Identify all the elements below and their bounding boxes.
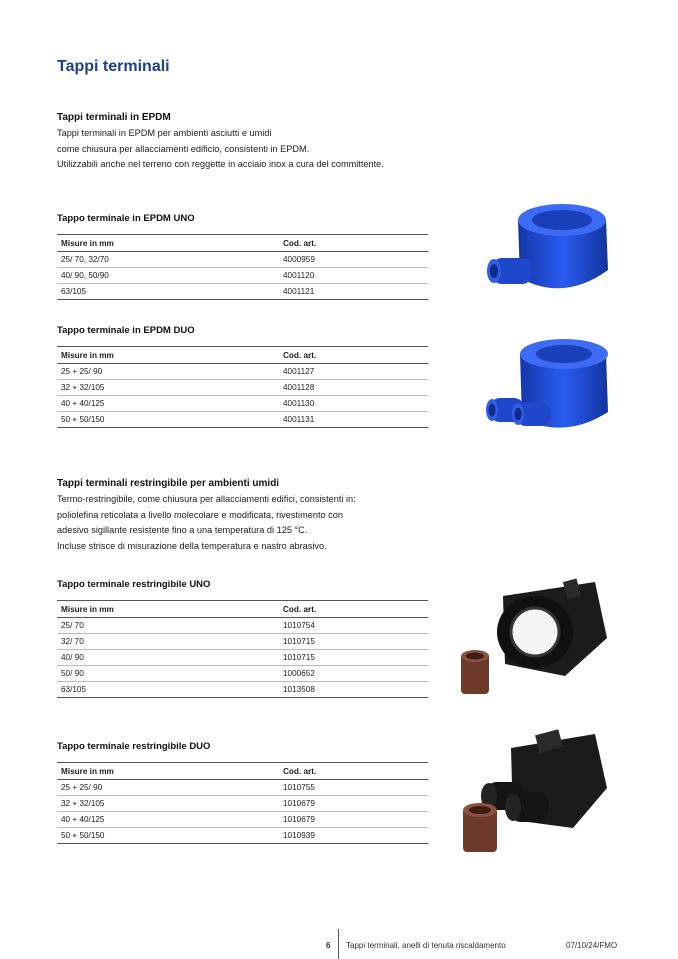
- column-header: Cod. art.: [279, 601, 428, 618]
- table-row: [57, 666, 428, 682]
- table-row: [57, 268, 428, 284]
- epdm-intro-line: Tappi terminali in EPDM per ambienti asciutti e umidi: [57, 128, 272, 138]
- code-cell: 4001127: [279, 364, 428, 380]
- table-row: [57, 396, 428, 412]
- size-cell: 40/ 90, 50/90: [57, 268, 279, 284]
- code-cell: 1010679: [279, 812, 428, 828]
- size-cell: 32/ 70: [57, 634, 279, 650]
- epdm-uno-section: [57, 213, 428, 300]
- table-row: [57, 634, 428, 650]
- column-header: Cod. art.: [279, 763, 428, 780]
- code-cell: 4001130: [279, 396, 428, 412]
- table-row: [57, 828, 428, 844]
- shrink-intro-line: adesivo sigillante resistente fino a una temperatura di 125 °C.: [57, 525, 308, 535]
- shrink-intro-line: poliolefina reticolata a livello molecolare e modificata, rivestimento con: [57, 509, 343, 520]
- table-row: [57, 284, 428, 300]
- shrink-intro-heading: Tappi terminali restringibile per ambienti umidi: [57, 478, 280, 489]
- shrink-duo-cap-image: [455, 728, 625, 863]
- code-cell: 4001131: [279, 412, 428, 428]
- code-cell: 1010754: [279, 618, 428, 634]
- table-row: [57, 252, 428, 268]
- code-cell: 4001120: [279, 268, 428, 284]
- shrink-uno-table: [57, 600, 428, 698]
- section-title: Tappo terminale in EPDM UNO: [57, 213, 195, 224]
- epdm-intro: [57, 112, 457, 173]
- epdm-intro-line: come chiusura per allacciamenti edificio, consistenti in EPDM.: [57, 143, 310, 154]
- code-cell: 1000652: [279, 666, 428, 682]
- size-cell: 25/ 70: [57, 618, 279, 634]
- code-cell: 1010715: [279, 634, 428, 650]
- size-cell: 25/ 70, 32/70: [57, 252, 279, 268]
- epdm-uno-table: [57, 234, 428, 300]
- size-cell: 50 + 50/150: [57, 412, 279, 428]
- code-cell: 1010939: [279, 828, 428, 844]
- shrink-uno-cap-image: [455, 568, 625, 703]
- shrink-duo-section: [57, 741, 428, 844]
- column-header: Misure in mm: [57, 763, 279, 780]
- shrink-intro: [57, 478, 457, 554]
- epdm-intro-heading: Tappi terminali in EPDM: [57, 112, 171, 123]
- table-row: [57, 780, 428, 796]
- shrink-uno-section: [57, 579, 428, 698]
- table-row: [57, 618, 428, 634]
- page-number: 6: [326, 941, 331, 950]
- size-cell: 25 + 25/ 90: [57, 364, 279, 380]
- footer-caption: Tappi terminali, anelli di tenuta riscaldamento: [346, 941, 506, 950]
- epdm-duo-section: [57, 325, 428, 428]
- code-cell: 1013508: [279, 682, 428, 698]
- size-cell: 32 + 32/105: [57, 380, 279, 396]
- column-header: Misure in mm: [57, 347, 279, 364]
- code-cell: 1010755: [279, 780, 428, 796]
- epdm-duo-table: [57, 346, 428, 428]
- footer-divider: [338, 929, 339, 959]
- table-row: [57, 364, 428, 380]
- size-cell: 40 + 40/125: [57, 396, 279, 412]
- code-cell: 1010715: [279, 650, 428, 666]
- size-cell: 50/ 90: [57, 666, 279, 682]
- table-row: [57, 380, 428, 396]
- section-title: Tappo terminale restringibile DUO: [57, 741, 211, 752]
- size-cell: 32 + 32/105: [57, 796, 279, 812]
- size-cell: 40 + 40/125: [57, 812, 279, 828]
- page-title: Tappi terminali: [57, 58, 170, 75]
- epdm-intro-line: Utilizzabili anche nel terreno con reggette in acciaio inox a cura del committente.: [57, 159, 384, 169]
- section-title: Tappo terminale restringibile UNO: [57, 579, 211, 590]
- shrink-intro-line: Incluse strisce di misurazione della temperatura e nastro abrasivo.: [57, 540, 327, 551]
- column-header: Misure in mm: [57, 235, 279, 252]
- shrink-intro-line: Termo-restringibile, come chiusura per allacciamenti edifici, consistenti in:: [57, 494, 356, 504]
- epdm-uno-cap-image: [478, 192, 628, 310]
- size-cell: 25 + 25/ 90: [57, 780, 279, 796]
- table-row: [57, 650, 428, 666]
- column-header: Cod. art.: [279, 235, 428, 252]
- code-cell: 4001121: [279, 284, 428, 300]
- shrink-duo-table: [57, 762, 428, 844]
- section-title: Tappo terminale in EPDM DUO: [57, 325, 195, 336]
- size-cell: 63/105: [57, 284, 279, 300]
- column-header: Cod. art.: [279, 347, 428, 364]
- table-row: [57, 412, 428, 428]
- epdm-duo-cap-image: [478, 328, 628, 448]
- size-cell: 50 + 50/150: [57, 828, 279, 844]
- code-cell: 4001128: [279, 380, 428, 396]
- column-header: Misure in mm: [57, 601, 279, 618]
- table-row: [57, 682, 428, 698]
- code-cell: 1010679: [279, 796, 428, 812]
- size-cell: 40/ 90: [57, 650, 279, 666]
- table-row: [57, 812, 428, 828]
- table-row: [57, 796, 428, 812]
- footer-doc-code: 07/10/24/FMO: [566, 941, 618, 950]
- code-cell: 4000959: [279, 252, 428, 268]
- size-cell: 63/105: [57, 682, 279, 698]
